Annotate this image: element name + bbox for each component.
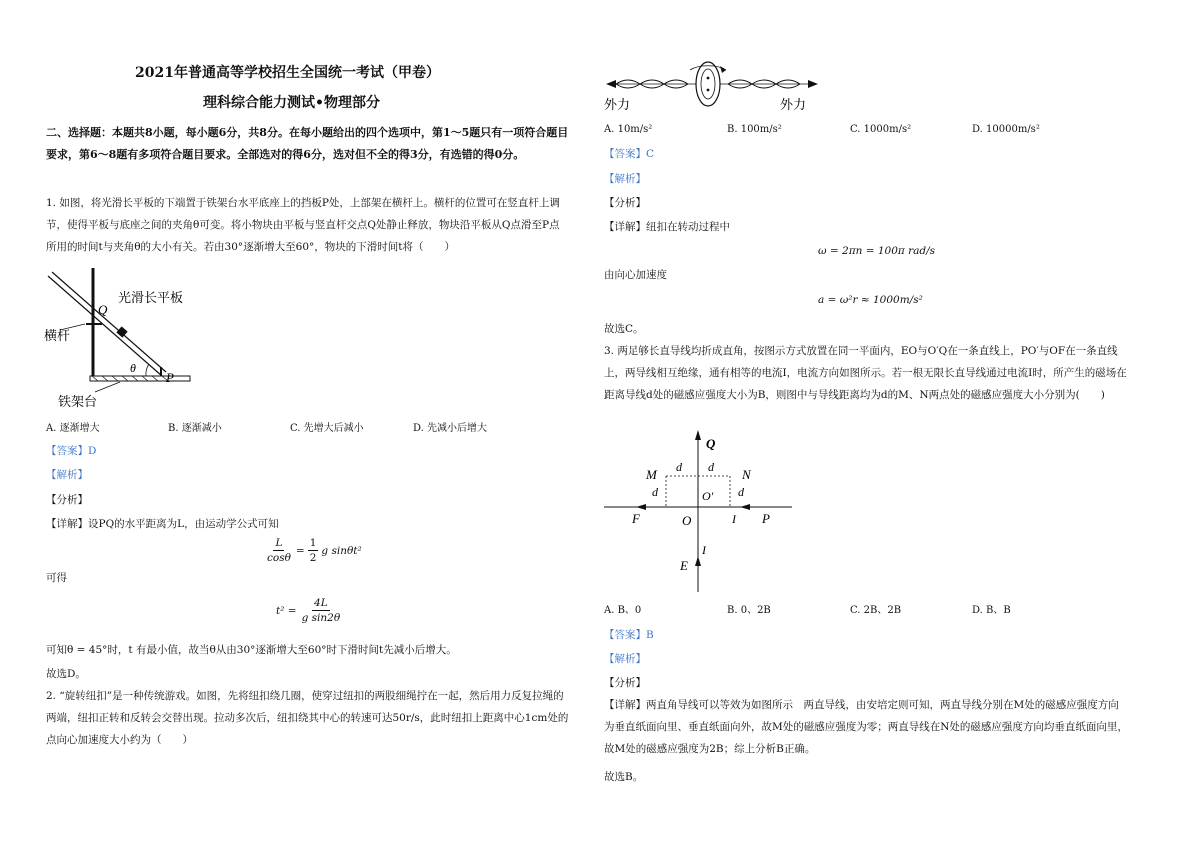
label-q: Q (706, 436, 716, 451)
q3-stem: 3. 两足够长直导线均折成直角，按图示方式放置在同一平面内，EO与O′Q在一条直线上，PO′与OF在一条直线上，两导线相互绝缘，通有相等的电流I，电流方向如图所示。若一根无限长直导线通过电流I时，所产生的磁场在距离导线d处的磁感应强度大小为B，则图中与导线距离均为d的M、N两点处的磁感应强度大小分别为( ) (604, 345, 1127, 401)
q2-option-a[interactable]: A. 10m/s² (604, 124, 653, 135)
q2-option-c[interactable]: C. 1000m/s² (850, 124, 912, 135)
label-theta: θ (130, 361, 136, 375)
label-force-left: 外力 (604, 97, 631, 112)
q3-jiexi: 【解析】 (604, 653, 646, 665)
arrow-left-right-icon (740, 504, 750, 510)
q3-option-d[interactable]: D. B、B (972, 605, 1011, 616)
q3-option-c[interactable]: C. 2B、2B (850, 605, 902, 616)
q1-equation-2 (276, 596, 345, 625)
label-crossbar: 横杆 (44, 328, 71, 343)
q1-figure (40, 264, 250, 412)
q2-equation-1: ω = 2πn = 100π rad/s (818, 245, 936, 257)
q1-option-c[interactable]: C. 先增大后减小 (290, 423, 364, 434)
label-p: P (762, 511, 770, 526)
label-q: Q (98, 302, 108, 317)
q2-jiexi: 【解析】 (604, 173, 646, 185)
label-d-1: d (676, 460, 682, 474)
q3-option-b[interactable]: B. 0、2B (727, 605, 771, 616)
block (116, 326, 127, 337)
q1-kede: 可得 (46, 572, 67, 584)
label-p: P (166, 370, 174, 385)
label-e: E (680, 558, 688, 573)
q3-figure (600, 426, 800, 596)
eq1-den: cosθ (267, 552, 291, 564)
arrow-up-lower-icon (695, 556, 701, 566)
label-i-horizontal: I (732, 512, 736, 526)
q1-choose: 故选D。 (46, 668, 86, 680)
q2-centripetal: 由向心加速度 (604, 269, 667, 281)
q1-answer: 【答案】D (46, 445, 97, 457)
section-instructions: 二、选择题：本题共8小题，每小题6分，共8分。在每小题给出的四个选项中，第1～5题只有一项符合题目要求，第6～8题有多项符合题目要求。全部选对的得6分，选对但不全的得3分，有选错的得0分。 (46, 126, 569, 161)
q1-option-d[interactable]: D. 先减小后增大 (413, 423, 488, 434)
label-stand: 铁架台 (58, 394, 98, 409)
q3-option-a[interactable]: A. B、0 (604, 605, 642, 616)
eq2-num: 4L (314, 597, 328, 609)
label-d-2: d (708, 460, 714, 474)
q1-option-b[interactable]: B. 逐渐减小 (168, 423, 222, 434)
q2-option-b[interactable]: B. 100m/s² (727, 124, 782, 135)
eq2-den: g sin2θ (301, 612, 341, 624)
page-subtitle: 理科综合能力测试•物理部分 (203, 95, 380, 111)
arrow-up-icon (695, 430, 701, 440)
label-o: O (682, 513, 692, 528)
label-d-4: d (738, 485, 744, 499)
q2-fenxi: 【分析】 (604, 197, 646, 209)
label-d-3: d (652, 485, 658, 499)
q2-stem: 2. “旋转纽扣”是一种传统游戏。如图，先将纽扣绕几圈，使穿过纽扣的两股细绳拧在一起，然后用力反复拉绳的两端，纽扣正转和反转会交替出现。拉动多次后，纽扣绕其中心的转速可达50r/s，此时纽扣上距离中心1cm处的点向心加速度大小约为（ ） (46, 690, 569, 746)
eq1-rhs: g sinθt² (321, 544, 362, 557)
label-force-right: 外力 (780, 97, 807, 112)
label-m: M (646, 467, 657, 482)
q2-option-d[interactable]: D. 10000m/s² (972, 124, 1040, 135)
q1-conclusion: 可知θ = 45°时，t 有最小值，故当θ从由30°逐渐增大至60°时下滑时间t先减小后增大。 (46, 644, 457, 656)
q1-equation-1 (262, 536, 362, 565)
q3-answer: 【答案】B (604, 629, 654, 641)
label-i-vertical: I (702, 543, 706, 557)
label-f: F (632, 511, 640, 526)
arrow-left-icon (636, 504, 646, 510)
eq1-equals: = (295, 544, 305, 557)
q3-choose: 故选B。 (604, 771, 644, 783)
q1-stem: 1. 如图，将光滑长平板的下端置于铁架台水平底座上的挡板P处，上部架在横杆上。横杆的位置可在竖直杆上调节，使得平板与底座之间的夹角θ可变。将小物块由平板与竖直杆交点Q处静止释放，物块沿平板从Q点滑至P点所用的时间t与夹角θ的大小有关。若由30°逐渐增大至60°，物块的下滑时间t将（ ） (46, 197, 560, 253)
arrow-right-icon (808, 80, 818, 88)
q2-figure (604, 56, 824, 114)
q1-fenxi: 【分析】 (46, 494, 88, 506)
q3-detail: 【详解】两直角导线可以等效为如图所示 两直导线，由安培定则可知，两直导线分别在M处的磁感应强度方向为垂直纸面向里、垂直纸面向外，故M处的磁感应强度为零；两直导线在N处的磁感应强度方向均垂直纸面向里，故M处的磁感应强度为2B；综上分析B正确。 (604, 699, 1128, 755)
eq2-lhs: t² = (276, 604, 297, 617)
q1-option-a[interactable]: A. 逐渐增大 (46, 423, 100, 434)
label-n: N (742, 467, 751, 482)
label-o-prime: O′ (702, 489, 714, 503)
arrow-left-icon (606, 80, 616, 88)
label-board: 光滑长平板 (118, 290, 184, 305)
q3-fenxi: 【分析】 (604, 677, 646, 689)
half-den: 2 (309, 552, 317, 564)
eq1-num: L (275, 537, 283, 549)
q1-detail: 【详解】设PQ的水平距离为L，由运动学公式可知 (46, 518, 279, 530)
q2-choose: 故选C。 (604, 323, 644, 335)
q1-jiexi: 【解析】 (46, 469, 88, 481)
half-num: 1 (309, 537, 317, 549)
q2-detail: 【详解】纽扣在转动过程中 (604, 221, 730, 233)
q2-equation-2: a = ω²r ≈ 1000m/s² (818, 294, 923, 306)
q2-answer: 【答案】C (604, 148, 655, 160)
page-title: 2021年普通高等学校招生全国统一考试（甲卷） (135, 65, 440, 81)
